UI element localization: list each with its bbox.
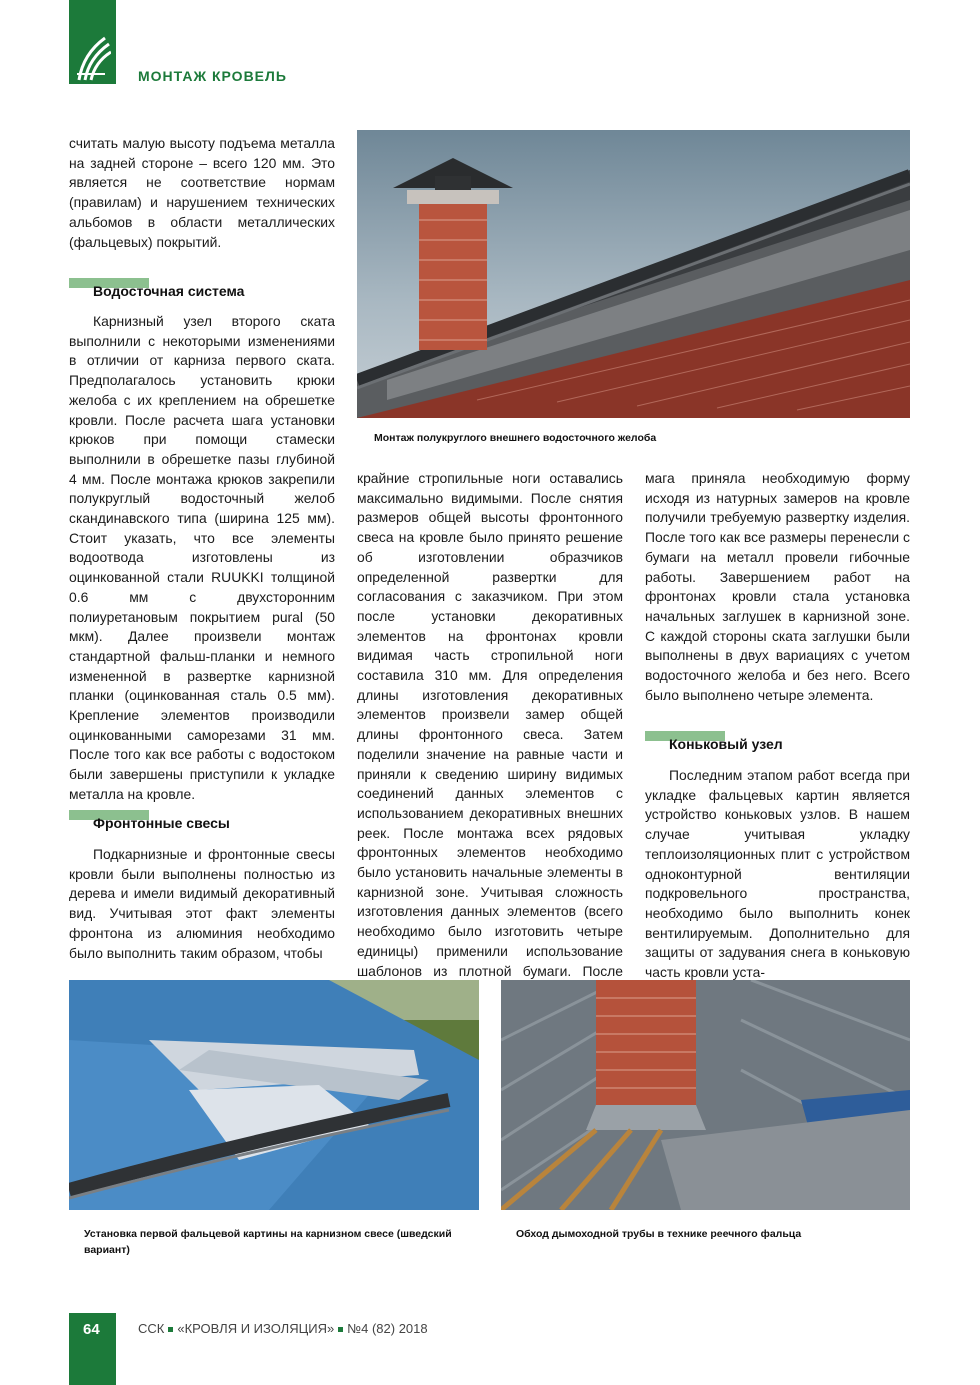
column-3: [645, 469, 910, 705]
paragraph: Карнизный узел второго ската выполнили с некоторыми изменениями в отличии от карниза первого ската. Предполагалось установить крюки желоба с их креплением на обрешетке кровли. После расчета шага установки крюков при помощи стамески выполнили в обрешетке пазы глубиной 4 мм. После монтажа крюков закрепили полукруглый водосточный желоб скандинавского типа (ширина 125 мм). Стоит указать, что все элементы водоотвода изготовлены из оцинкованной стали RUUKKI толщиной 0.6 мм с двухсторонним полиуретановым покрытием pural (50 мкм). Далее произвели монтаж стандартной фальш-планки и немного измененной в развертке карнизной планки (оцинкованная сталь 0.5 мм). Крепление элементов производили оцинкованными саморезами 31 мм. После того как все работы с водостоком были завершены приступили к укладке металла на кровле.: [69, 313, 335, 802]
publication-issue: №4 (82) 2018: [347, 1321, 428, 1336]
column-1-drainage: [69, 312, 335, 805]
column-3-ridge: [645, 766, 910, 983]
publication-line: [138, 1321, 428, 1336]
heading-gables: Фронтонные свесы: [69, 815, 230, 831]
paragraph: мага приняла необходимую форму исходя из натурных замеров на кровле получили требуемую развертку изделия. После того как все размеры перенесли с бумаги на металл провели гибочные работы. Завершением работ на фронтонах кровли стала установка начальных заглушек в карнизной зоне. С каждой стороны ската заглушки были выполнены в двух вариациях с учетом водосточного желоба и без него. Всего было выполнено четыре элемента.: [645, 470, 910, 703]
heading-drainage: Водосточная система: [69, 283, 244, 299]
photo-gutter: [357, 130, 910, 418]
logo-block: [69, 0, 116, 84]
paragraph: Последним этапом работ всегда при укладке фальцевых картин является устройство коньковых узлов. В нашем случае учитывая укладку теплоизоляционных плит с устройством одноконтурной вентиляции подкровельного пространства, необходимо было выполнить конек вентилируемым. Дополнительно для защиты от задувания снега в коньковую часть кровли уста-: [645, 767, 910, 981]
photo-chimney: [501, 980, 910, 1210]
caption-top: Монтаж полукруглого внешнего водосточного желоба: [374, 432, 657, 444]
column-1-intro: [69, 134, 335, 252]
column-1-gables: [69, 845, 335, 963]
paragraph: крайние стропильные ноги оставались максимально видимыми. После снятия размеров общей высоты фронтонного свеса на кровле было принято решение об изготовлении образчиков определенной развертки для согласования с заказчиком. При этом после установки декоративных элементов на фронтонах кровли видимая часть стропильной ноги составила 310 мм. Для определения длины изготовления декоративных элементов произвели замер общей длины фронтонного свеса. Затем поделили значение на равные части и приняли к сведению ширину видимых соединений данных элементов с использованием декоративных внешних реек. После монтажа всех рядовых фронтонных элементов необходимо было установить начальные элементы в карнизной зоне. Учитывая сложность изготовления данных элементов (всего необходимо было изготовить четыре единицы) применили использование шаблонов из плотной бумаги. После: [357, 470, 623, 979]
publication-title: «КРОВЛЯ И ИЗОЛЯЦИЯ»: [177, 1321, 335, 1336]
logo-icon: [75, 34, 111, 82]
publication-abbr: ССК: [138, 1321, 165, 1336]
photo-eaves: [69, 980, 479, 1210]
page-number: 64: [83, 1321, 100, 1338]
caption-bottom-left: Установка первой фальцевой картины на карнизном свесе (шведский вариант): [84, 1228, 452, 1256]
heading-ridge: Коньковый узел: [645, 736, 783, 752]
paragraph: считать малую высоту подъема металла на задней стороне – всего 120 мм. Это является не соответствие нормам (правилам) и нарушением технических альбомов в области металлических (фальцевых) покрытий.: [69, 135, 335, 250]
section-title: МОНТАЖ КРОВЕЛЬ: [138, 68, 287, 84]
page-number-box: [69, 1313, 116, 1385]
separator-icon: [338, 1327, 343, 1332]
caption-bottom-right: Обход дымоходной трубы в технике реечного фальца: [516, 1228, 802, 1240]
column-2: [357, 469, 623, 1001]
separator-icon: [168, 1327, 173, 1332]
paragraph: Подкарнизные и фронтонные свесы кровли были выполнены полностью из дерева и имели видимый декоративный вид. Учитывая этот факт элементы фронтона из алюминия необходимо было выполнить таким образом, чтобы: [69, 846, 335, 961]
